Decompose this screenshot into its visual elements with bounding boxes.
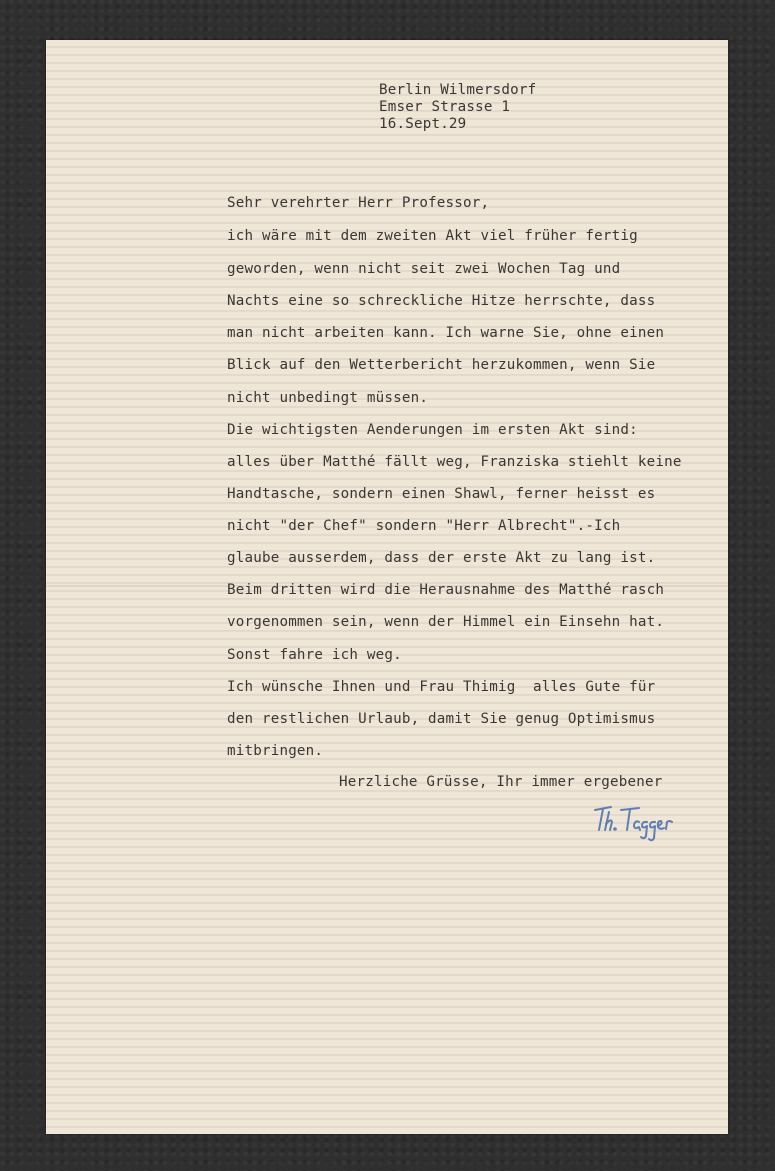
body-line: man nicht arbeiten kann. Ich warne Sie, ohne einen xyxy=(227,325,665,341)
letter-sheet xyxy=(46,40,728,1134)
body-line: geworden, wenn nicht seit zwei Wochen Tag und xyxy=(227,261,621,277)
body-line: Die wichtigsten Aenderungen im ersten Akt sind: xyxy=(227,422,638,438)
body-line: nicht "der Chef" sondern "Herr Albrecht".-Ich xyxy=(227,518,621,534)
address-street: Emser Strasse 1 xyxy=(379,99,511,115)
letter-date: 16.Sept.29 xyxy=(379,116,467,132)
body-line: nicht unbedingt müssen. xyxy=(227,390,429,406)
body-line: den restlichen Urlaub, damit Sie genug Optimismus xyxy=(227,711,656,727)
salutation: Sehr verehrter Herr Professor, xyxy=(227,195,490,211)
body-line: alles über Matthé fällt weg, Franziska stiehlt keine xyxy=(227,454,682,470)
body-line: mitbringen. xyxy=(227,743,324,759)
body-line: Ich wünsche Ihnen und Frau Thimig alles Gute für xyxy=(227,679,656,695)
body-line: Sonst fahre ich weg. xyxy=(227,647,402,663)
body-line: ich wäre mit dem zweiten Akt viel früher fertig xyxy=(227,228,638,244)
body-line: Nachts eine so schreckliche Hitze herrschte, dass xyxy=(227,293,656,309)
body-line: Beim dritten wird die Herausnahme des Matthé rasch xyxy=(227,582,665,598)
body-line: Handtasche, sondern einen Shawl, ferner heisst es xyxy=(227,486,656,502)
body-line: vorgenommen sein, wenn der Himmel ein Einsehn hat. xyxy=(227,614,665,630)
body-line: glaube ausserdem, dass der erste Akt zu lang ist. xyxy=(227,550,656,566)
closing-line: Herzliche Grüsse, Ihr immer ergebener xyxy=(339,774,663,790)
address-city: Berlin Wilmersdorf xyxy=(379,82,537,98)
body-line: Blick auf den Wetterbericht herzukommen, wenn Sie xyxy=(227,357,656,373)
handwritten-signature xyxy=(591,800,677,846)
